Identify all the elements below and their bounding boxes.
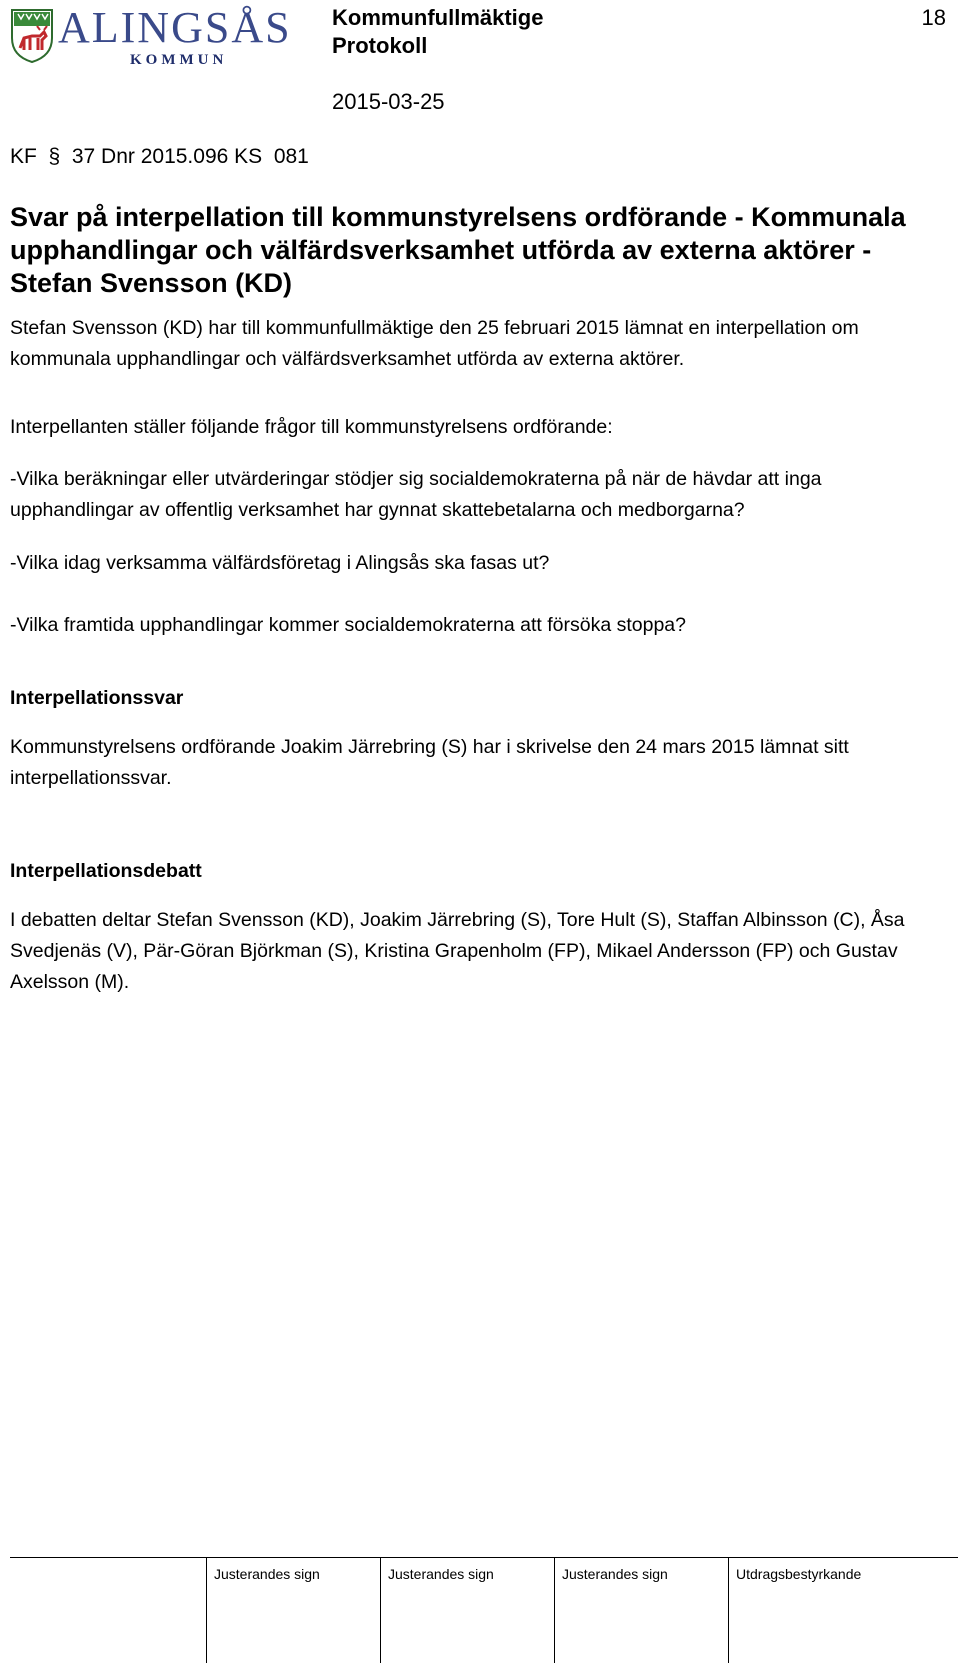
- document-date: 2015-03-25: [332, 89, 445, 114]
- question-2: -Vilka idag verksamma välfärdsföretag i Alingsås ska fasas ut?: [10, 552, 550, 574]
- question-3: -Vilka framtida upphandlingar kommer socialdemokraterna att försöka stoppa?: [10, 614, 686, 636]
- logo-subtext: KOMMUN: [130, 52, 228, 68]
- answer-paragraph: Kommunstyrelsens ordförande Joakim Järrebring (S) har i skrivelse den 24 mars 2015 lämnat sitt interpellationssvar.: [10, 736, 849, 789]
- logo-wordmark: ALINGSÅS: [58, 3, 292, 52]
- question-1: -Vilka beräkningar eller utvärderingar stödjer sig socialdemokraterna på när de hävdar att inga upphandlingar av offentlig verksamhet har gynnat skattebetalarna och medborgarna?: [10, 468, 822, 521]
- extract-certification-field: Utdragsbestyrkande: [736, 1566, 862, 1582]
- municipal-coat-of-arms-icon: [10, 8, 54, 64]
- document-type: Protokoll: [332, 33, 428, 58]
- document-organ: Kommunfullmäktige: [332, 5, 544, 30]
- questions-intro: Interpellanten ställer följande frågor till kommunstyrelsens ordförande:: [10, 416, 613, 438]
- footer-divider: [206, 1557, 207, 1663]
- page-title: Svar på interpellation till kommunstyrelsens ordförande - Kommunala upphandlingar och välfärdsverksamhet utförda av externa aktörer - Stefan Svensson (KD): [10, 202, 906, 298]
- footer-rule: [10, 1557, 958, 1558]
- page-number: 18: [921, 5, 946, 30]
- footer-divider: [380, 1557, 381, 1663]
- signature-field-3: Justerandes sign: [562, 1566, 668, 1582]
- answer-heading: Interpellationssvar: [10, 687, 184, 709]
- intro-paragraph: Stefan Svensson (KD) har till kommunfullmäktige den 25 februari 2015 lämnat en interpellation om kommunala upphandlingar och välfärdsverksamhet utförda av externa aktörer.: [10, 317, 859, 370]
- footer-divider: [728, 1557, 729, 1663]
- signature-field-2: Justerandes sign: [388, 1566, 494, 1582]
- case-reference: KF § 37 Dnr 2015.096 KS 081: [10, 145, 309, 168]
- signature-field-1: Justerandes sign: [214, 1566, 320, 1582]
- debate-paragraph: I debatten deltar Stefan Svensson (KD), Joakim Järrebring (S), Tore Hult (S), Staffan Albinsson (C), Åsa Svedjenäs (V), Pär-Göran Björkman (S), Kristina Grapenholm (FP), Mikael Andersson (FP) och Gustav Axelsson (M).: [10, 909, 905, 993]
- debate-heading: Interpellationsdebatt: [10, 860, 202, 882]
- footer-divider: [554, 1557, 555, 1663]
